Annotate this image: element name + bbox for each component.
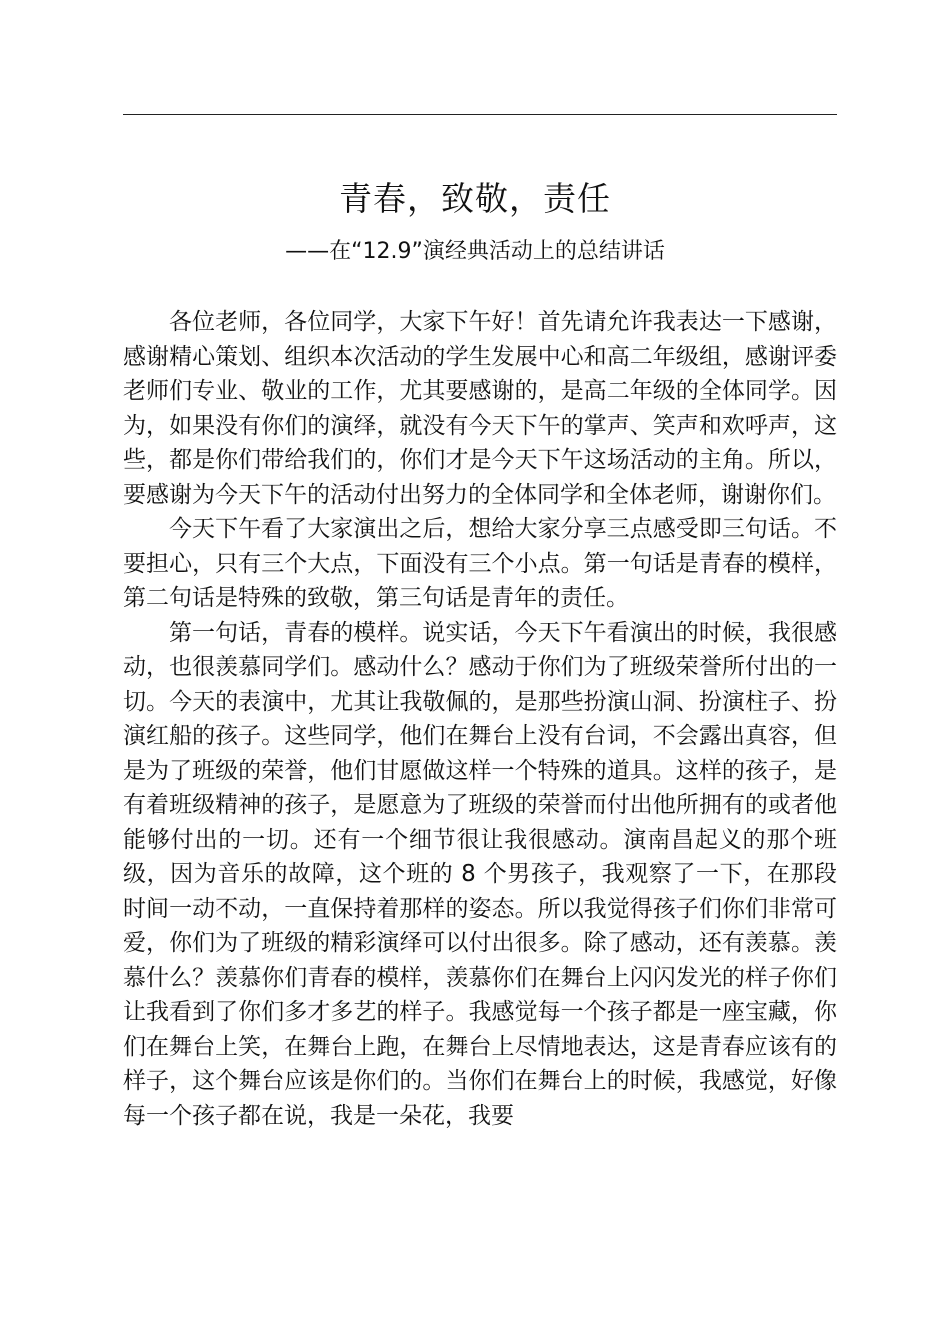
paragraph-2: 今天下午看了大家演出之后，想给大家分享三点感受即三句话。不要担心，只有三个大点，下面没有三个小点。第一句话是青春的模样，第二句话是特殊的致敬，第三句话是青年的责任。 bbox=[123, 516, 837, 611]
document-title: 青春，致敬，责任 bbox=[339, 179, 611, 218]
document-body bbox=[123, 305, 837, 1133]
document-subtitle: ——在“12.9”演经典活动上的总结讲话 bbox=[285, 239, 665, 264]
paragraph-3: 第一句话，青春的模样。说实话，今天下午看演出的时候，我很感动，也很羡慕同学们。感动什么？感动于你们为了班级荣誉所付出的一切。今天的表演中，尤其让我敬佩的，是那些扮演山洞、扮演柱子、扮演红船的孩子。这些同学，他们在舞台上没有台词，不会露出真容，但是为了班级的荣誉，他们甘愿做这样一个特殊的道具。这样的孩子，是有着班级精神的孩子，是愿意为了班级的荣誉而付出他所拥有的或者他能够付出的一切。还有一个细节很让我很感动。演南昌起义的那个班级，因为音乐的故障，这个班的 8 个男孩子，我观察了一下，在那段时间一动不动，一直保持着那样的姿态。所以我觉得孩子们你们非常可爱，你们为了班级的精彩演绎可以付出很多。除了感动，还有羡慕。羡慕什么？羡慕你们青春的模样，羡慕你们在舞台上闪闪发光的样子你们让我看到了你们多才多艺的样子。我感觉每一个孩子都是一座宝藏，你们在舞台上笑，在舞台上跑，在舞台上尽情地表达，这是青春应该有的样子，这个舞台应该是你们的。当你们在舞台上的时候，我感觉，好像每一个孩子都在说，我是一朵花，我要 bbox=[123, 619, 837, 1129]
paragraph-1: 各位老师，各位同学，大家下午好！首先请允许我表达一下感谢，感谢精心策划、组织本次活动的学生发展中心和高二年级组，感谢评委老师们专业、敬业的工作，尤其要感谢的，是高二年级的全体同学。因为，如果没有你们的演绎，就没有今天下午的掌声、笑声和欢呼声，这些，都是你们带给我们的，你们才是今天下午这场活动的主角。所以，要感谢为今天下午的活动付出努力的全体同学和全体老师，谢谢你们。 bbox=[123, 309, 837, 508]
header-rule bbox=[123, 114, 837, 115]
